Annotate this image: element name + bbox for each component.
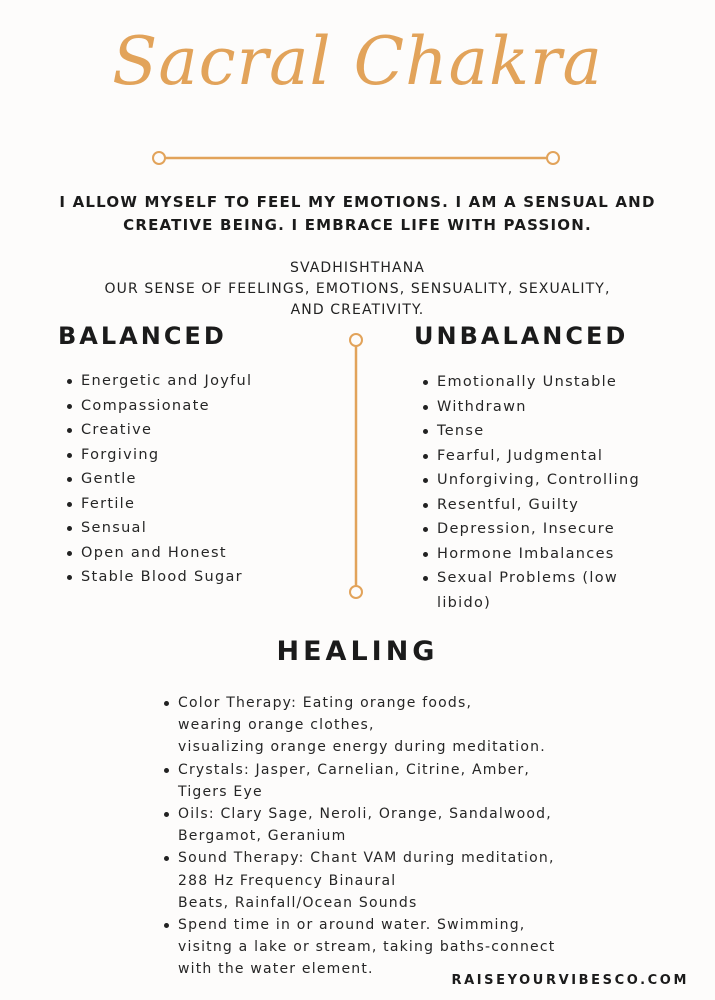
- healing-list: [163, 692, 583, 981]
- unbalanced-item: Emotionally Unstable: [422, 370, 672, 395]
- balanced-item: Stable Blood Sugar: [66, 565, 326, 590]
- website-footer: RAISEYOURVIBESCO.COM: [451, 973, 689, 988]
- page-title: Sacral Chakra: [112, 23, 603, 100]
- balanced-list: [66, 369, 326, 590]
- healing-item-line: Bergamot, Geranium: [178, 828, 347, 845]
- balanced-item: Fertile: [66, 492, 326, 517]
- balanced-item: Open and Honest: [66, 541, 326, 566]
- unbalanced-item: Hormone Imbalances: [422, 542, 672, 567]
- healing-item-line: 288 Hz Frequency Binaural: [178, 872, 397, 889]
- healing-item: [163, 759, 583, 803]
- balanced-item: Forgiving: [66, 443, 326, 468]
- healing-item-line: Sound Therapy: Chant VAM during meditation,: [178, 850, 555, 867]
- unbalanced-heading: UNBALANCED: [414, 322, 629, 350]
- healing-item-line: Oils: Clary Sage, Neroli, Orange, Sandalwood,: [178, 806, 552, 823]
- balanced-item: Sensual: [66, 516, 326, 541]
- healing-item: [163, 847, 583, 914]
- healing-item-line: Crystals: Jasper, Carnelian, Citrine, Amber,: [178, 761, 531, 778]
- healing-item-line: Color Therapy: Eating orange foods,: [178, 695, 473, 711]
- title-divider: [150, 148, 562, 168]
- sanskrit-name: SVADHISHTHANA: [289, 260, 425, 276]
- unbalanced-item: Resentful, Guilty: [422, 493, 672, 518]
- healing-item-line: wearing orange clothes,: [178, 717, 375, 734]
- unbalanced-item: Tense: [422, 419, 672, 444]
- affirmation-line: CREATIVE BEING. I EMBRACE LIFE WITH PASSION.: [123, 216, 592, 234]
- affirmation-line: I ALLOW MYSELF TO FEEL MY EMOTIONS. I AM A SENSUAL AND: [59, 193, 656, 211]
- balanced-heading: BALANCED: [58, 322, 227, 350]
- unbalanced-item: Withdrawn: [422, 395, 672, 420]
- unbalanced-item: Sexual Problems (low libido): [422, 566, 672, 615]
- unbalanced-item: Fearful, Judgmental: [422, 444, 672, 469]
- balanced-item: Energetic and Joyful: [66, 369, 326, 394]
- balanced-item: Gentle: [66, 467, 326, 492]
- healing-item: [163, 803, 583, 847]
- healing-item: [163, 914, 583, 981]
- chakra-description: [30, 258, 685, 321]
- column-divider: [343, 330, 369, 604]
- affirmation: [40, 191, 675, 237]
- healing-item-line: visualizing orange energy during meditation.: [178, 739, 546, 756]
- healing-item-line: Tigers Eye: [178, 783, 263, 800]
- healing-item-line: visitng a lake or stream, taking baths-connect: [178, 939, 556, 956]
- healing-item: [163, 692, 583, 759]
- balanced-item: Creative: [66, 418, 326, 443]
- healing-item-line: Beats, Rainfall/Ocean Sounds: [178, 894, 418, 911]
- unbalanced-list: [422, 370, 672, 615]
- healing-item-line: with the water element.: [178, 961, 374, 978]
- description-line: AND CREATIVITY.: [290, 302, 425, 318]
- description-line: OUR SENSE OF FEELINGS, EMOTIONS, SENSUALITY, SEXUALITY,: [104, 281, 611, 297]
- healing-heading: HEALING: [276, 636, 439, 667]
- balanced-item: Compassionate: [66, 394, 326, 419]
- unbalanced-item: Unforgiving, Controlling: [422, 468, 672, 493]
- healing-item-line: Spend time in or around water. Swimming,: [178, 917, 526, 934]
- unbalanced-item: Depression, Insecure: [422, 517, 672, 542]
